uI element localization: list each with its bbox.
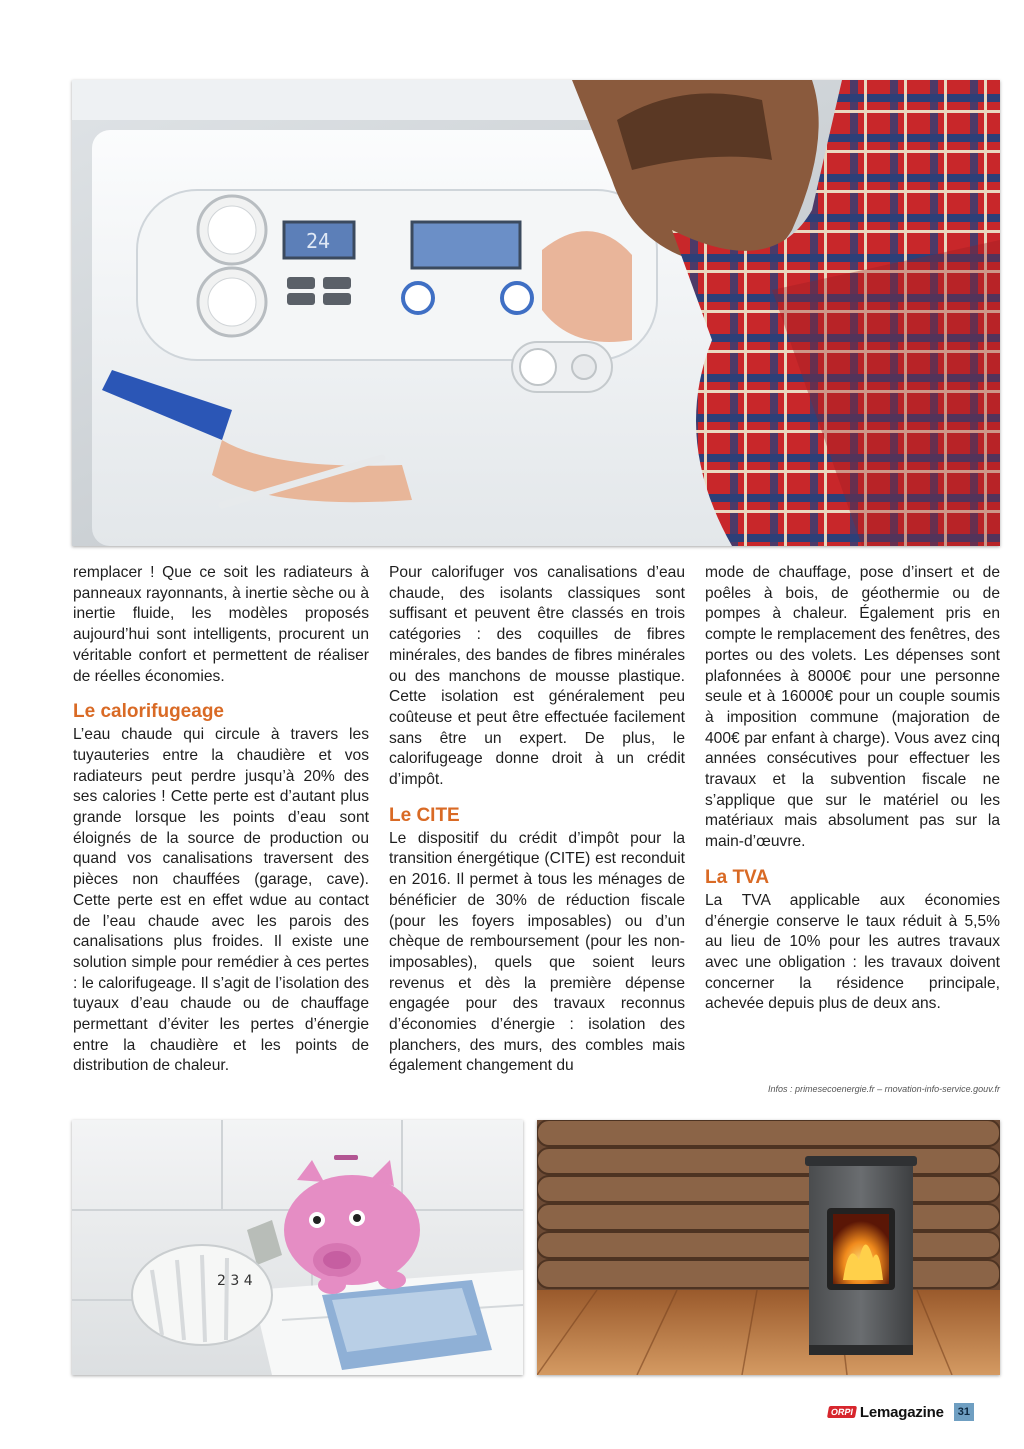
calorifugeage-body: L’eau chaude qui circule à travers les tuyauteries entre la chaudière et vos radiateurs peut perdre jusqu’à 20% des ses calories ! Cette perte est d’autant plus grande lorsque les points d’eau sont éloignés de la source de production ou quand vos canalisations traversent des pièces non chauffées (garage, cave). Cette perte est en effet wdue au contact de l’eau chaude avec les parois des canalisations plus froides. Il existe une solution simple pour remédier à ces pertes : le calorifugeage. Il s’agit de l’isolation des tuyaux d’eau chaude ou de chauffage permettant d’éviter les pertes d’énergie entre la chaudière et les points de distribution de chaleur. (73, 726, 369, 1075)
cite-heading: Le CITE (389, 804, 460, 826)
magazine-name: Lemagazine (859, 1403, 944, 1421)
orpi-logo: ORPI (827, 1406, 857, 1418)
article-column-3 (705, 563, 1000, 1015)
page-number: 31 (954, 1403, 974, 1421)
column-1-intro: remplacer ! Que ce soit les radiateurs à panneaux rayonnants, à inertie sèche ou à inertie fluide, les modèles proposés aujourd’hui sont intelligents, procurent un véritable confort et permettent de réaliser de réelles économies. (73, 564, 369, 685)
tva-heading: La TVA (705, 866, 770, 888)
column-3-intro: mode de chauffage, pose d’insert et de poêles à bois, de géothermie ou de pompes à chaleur. Également pris en compte le remplacement des fenêtres, des portes ou des volets. Les dépenses sont plafonnées à 8000€ pour une personne seule et à 16000€ pour un couple soumis à imposition commune (majoration de 400€ par enfant à charge). Vous avez cinq années consécutives pour effectuer les travaux et la subvention fiscale ne s’applique que sur le matériel ou les matériaux mais absolument pas sur la main-d’œuvre. (705, 564, 1000, 851)
article-column-1 (73, 563, 369, 1077)
column-2-intro: Pour calorifuger vos canalisations d’eau chaude, des isolants classiques sont suffisant et peuvent être classés en trois catégories : des coquilles de fibres minérales, des bandes de fibres minérales ou des manchons de mousse plastique. Cette isolation est généralement peu coûteuse et peut être effectuée facilement sans être un expert. De plus, le calorifugeage donne droit à un crédit d’impôt. (389, 564, 685, 789)
svg-text:2 3 4: 2 3 4 (217, 1273, 253, 1289)
boiler-technician-photo (72, 80, 1000, 546)
cite-body: Le dispositif du crédit d’impôt pour la transition énergétique (CITE) est reconduit en 2016. Il permet à tous les ménages de bénéficier de 30% de réduction fiscale (pour les foyers imposables) ou d’un chèque de remboursement (pour les non-imposables), quels que soient leurs revenus et dès la première dépense engagée pour des travaux reconnus d’économies d’énergie : isolation des planchers, des murs, des combles mais également changement du (389, 829, 685, 1075)
boiler-display-readout: 24 (305, 229, 331, 253)
page-footer (828, 1401, 974, 1423)
tva-body: La TVA applicable aux économies d’énergie conserve le taux réduit à 5,5% au lieu de 10% pour les autres travaux avec une obligation : les travaux doivent concerner la résidence principale, achevée depuis plus de deux ans. (705, 891, 1000, 1013)
calorifugeage-heading: Le calorifugeage (73, 701, 224, 723)
piggy-bank-radiator-photo (72, 1120, 523, 1375)
article-column-2 (389, 563, 685, 1077)
sources-credit: Infos : primesecoenergie.fr – rnovation-info-service.gouv.fr (768, 1084, 1000, 1094)
pellet-stove-photo (537, 1120, 1000, 1375)
